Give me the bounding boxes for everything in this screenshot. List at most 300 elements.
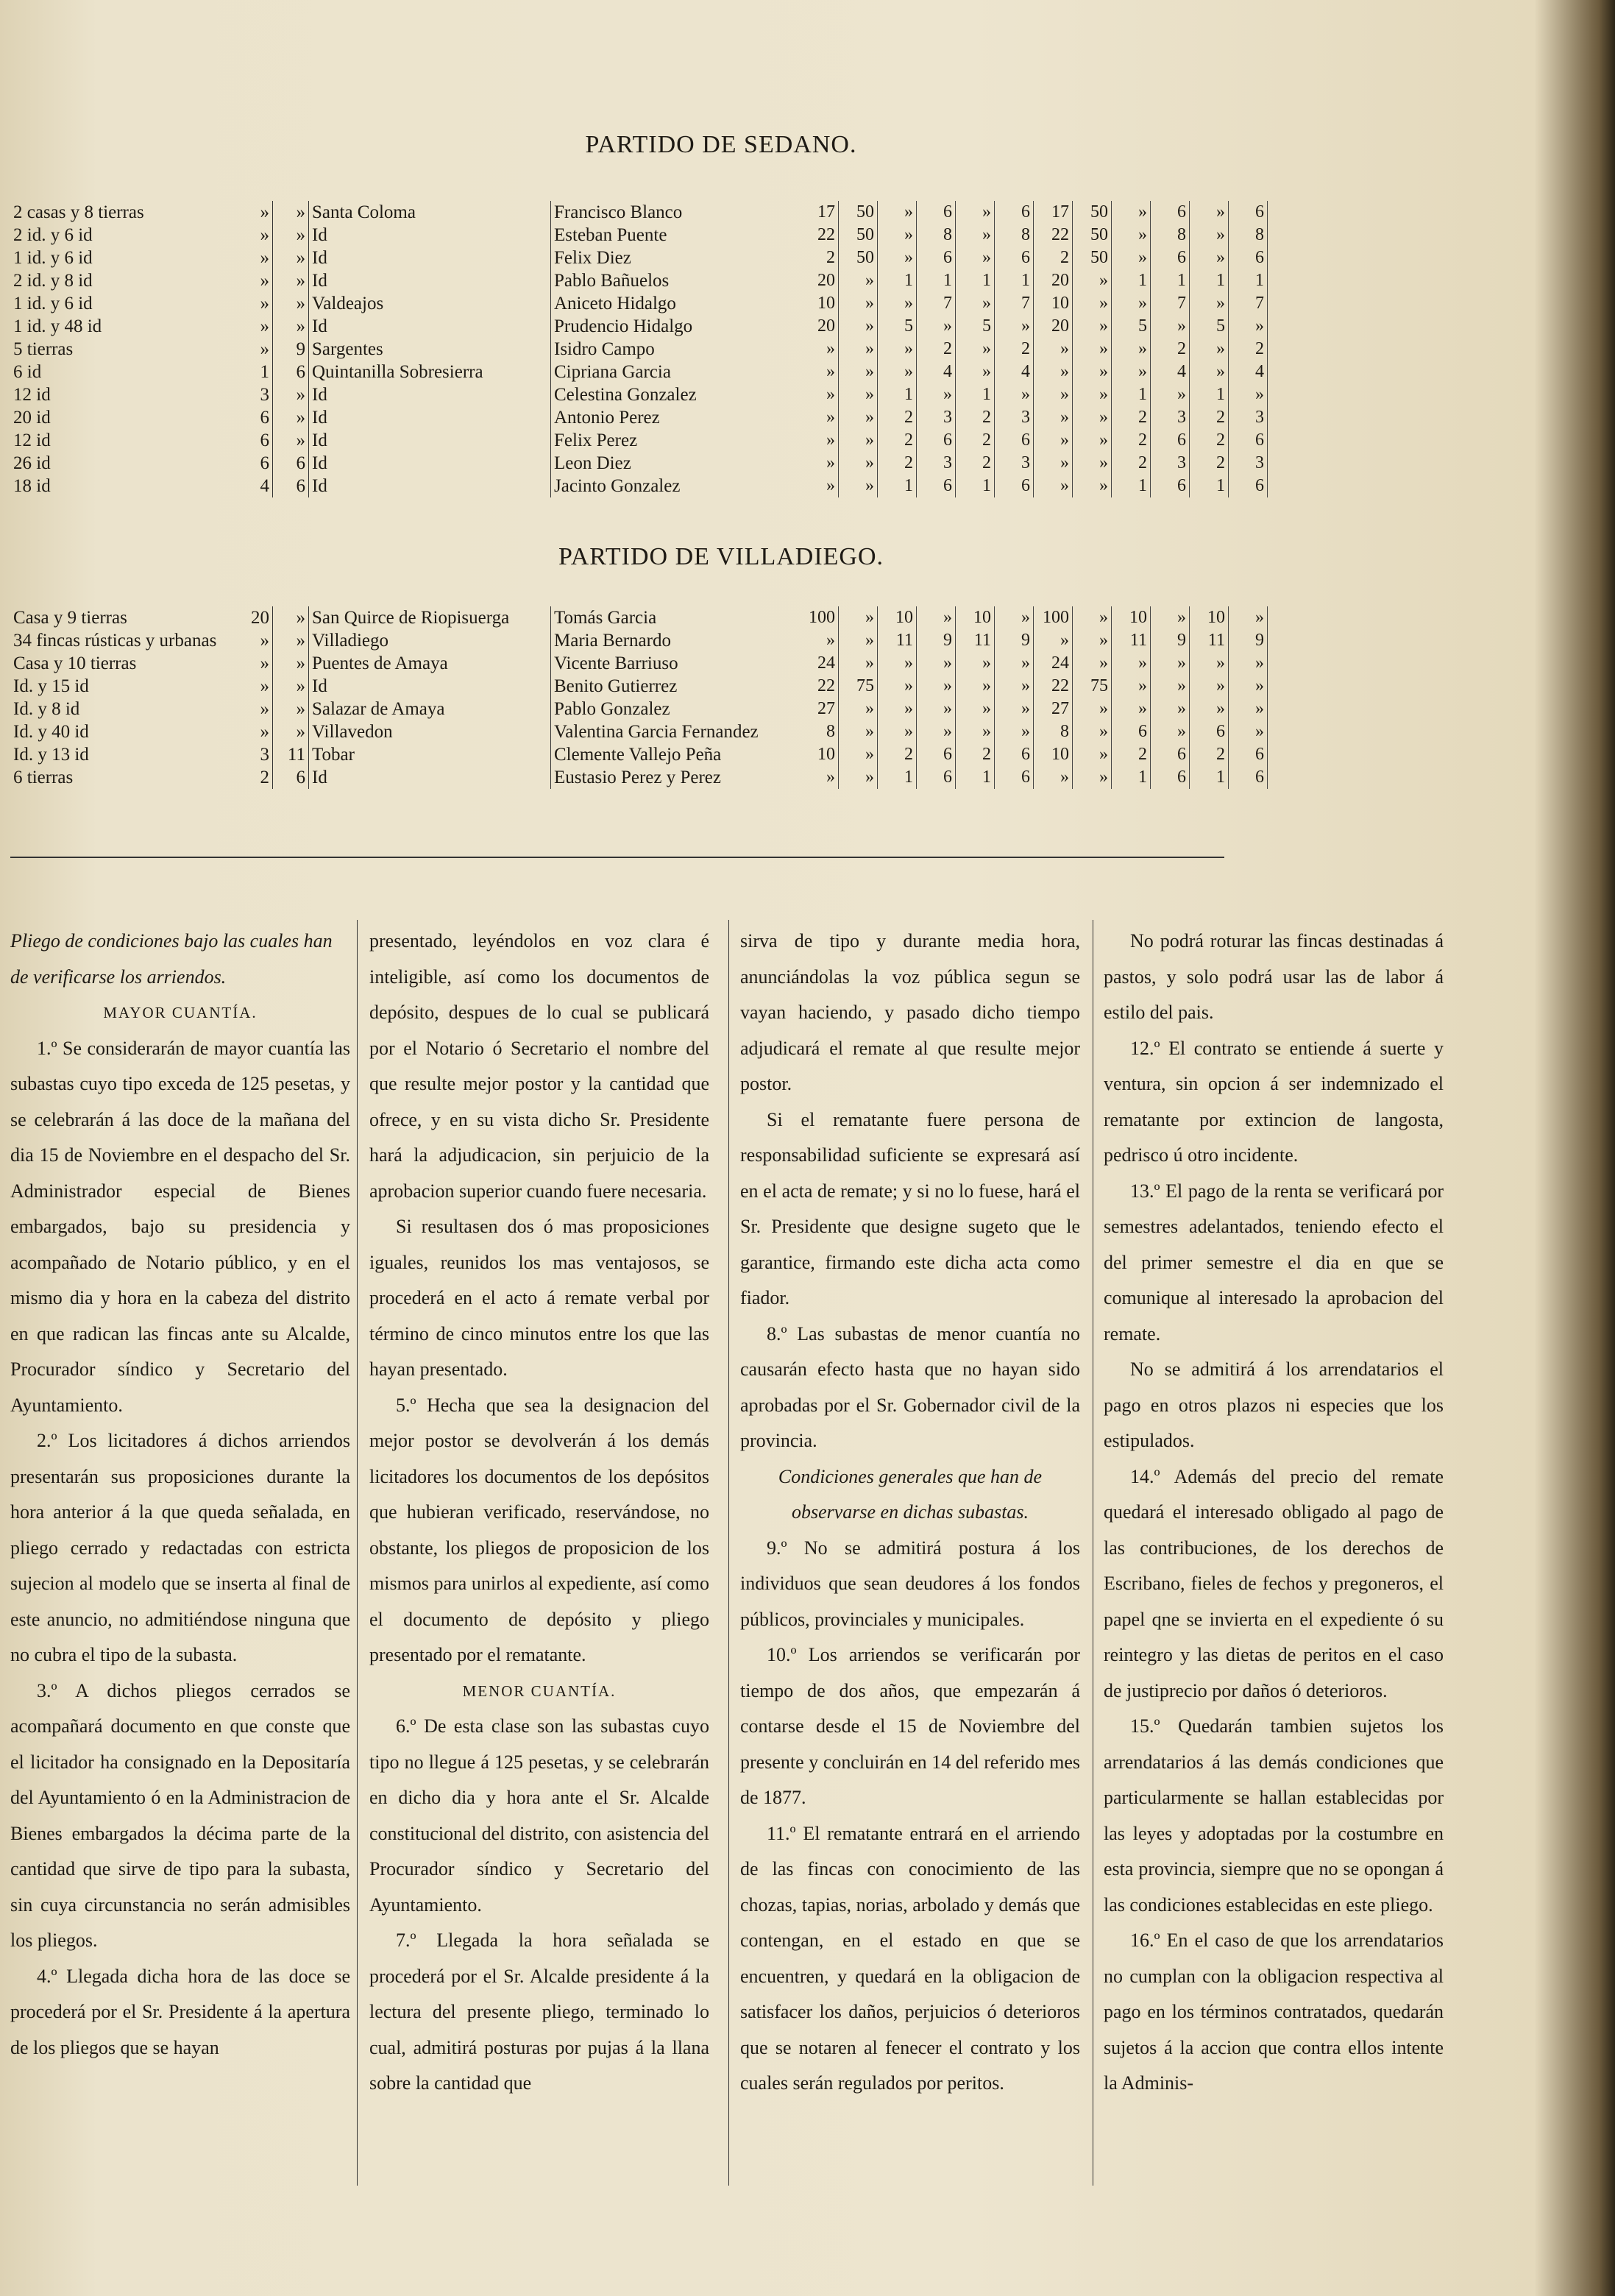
pliego-heading: Pliego de condiciones bajo las cuales han de verificarse los arriendos. [10,930,333,988]
value-cell: 50 [1073,224,1112,247]
value-cell: 4 [917,361,956,383]
clause-12: 12.º El contrato se entiende á suerte y ventura, sin opcion á ser indemnizado el rematante por extincion de langosta, pedrisco ú otro incidente. [1104,1037,1444,1166]
value-cell: » [1112,201,1151,224]
value-cell: » [1034,452,1073,475]
value-cell: 6 [917,743,956,766]
value-cell: 11 [878,629,917,652]
value-cell: 20 [1034,269,1073,292]
value-cell: » [1073,429,1112,452]
quantity-2: » [273,201,309,224]
value-cell: 1 [1190,475,1229,497]
value-cell: 6 [1151,475,1190,497]
value-cell: » [1112,698,1151,720]
value-cell: » [995,606,1034,629]
value-cell: » [917,698,956,720]
clause-4-b: Si resultasen dos ó mas proposiciones iguales, reunidos los mas ventajosos, se procederá en el acto á remate verbal por término de cinco minutos entre los que las hayan presentado. [369,1216,709,1380]
value-cell: » [1190,247,1229,269]
value-cell: » [878,224,917,247]
value-cell: » [839,269,878,292]
quantity-1: » [237,315,273,338]
value-cell: » [878,292,917,315]
value-cell: 6 [1151,766,1190,789]
value-cell: 10 [878,606,917,629]
value-cell: 2 [956,429,995,452]
value-cell: 3 [1151,406,1190,429]
value-cell: » [839,652,878,675]
town-name: Id [312,768,327,787]
value-cell: » [956,247,995,269]
quantity-2: » [273,606,309,629]
value-cell: 8 [995,224,1034,247]
town-name: Id [312,271,327,291]
value-cell: 10 [956,606,995,629]
property-description: 34 fincas rústicas y urbanas [13,631,217,651]
value-cell: » [1151,675,1190,698]
value-cell: » [800,452,839,475]
property-description: 1 id. y 6 id [13,294,93,313]
town-name: Villadiego [312,631,389,651]
value-cell: » [878,698,917,720]
town-name: Id [312,385,327,405]
value-cell: » [1073,720,1112,743]
property-description: 12 id [13,431,51,450]
town-name: Salazar de Amaya [312,699,445,719]
value-cell: 1 [1112,383,1151,406]
clause-10: 10.º Los arriendos se verificarán por tiempo de dos años, que empezarán á contarse desde el 15 de Noviembre del presente y concluirán en 14 del referido mes de 1877. [740,1644,1080,1808]
value-cell: 2 [1034,247,1073,269]
value-cell: 6 [1229,247,1268,269]
town-name: Santa Coloma [312,202,416,222]
quantity-1: » [237,292,273,315]
value-cell: 4 [1151,361,1190,383]
value-cell: » [956,652,995,675]
value-cell: 2 [1190,429,1229,452]
value-cell: » [956,698,995,720]
value-cell: 50 [1073,201,1112,224]
value-cell: » [800,361,839,383]
value-cell: 6 [1151,429,1190,452]
town-name: Id [312,316,327,336]
quantity-1: » [237,720,273,743]
quantity-2: » [273,315,309,338]
value-cell: 20 [800,315,839,338]
quantity-2: 6 [273,452,309,475]
quantity-2: » [273,698,309,720]
value-cell: » [1073,698,1112,720]
value-cell: 11 [1190,629,1229,652]
value-cell: 2 [1190,452,1229,475]
town-name: Id [312,408,327,428]
clause-13-b: No se admitirá á los arrendatarios el pago en otros plazos ni especies que los estipulados. [1104,1358,1444,1451]
value-cell: » [995,652,1034,675]
value-cell: 1 [1190,269,1229,292]
value-cell: » [1190,361,1229,383]
value-cell: 2 [917,338,956,361]
value-cell: » [1073,475,1112,497]
tenant-name: Jacinto Gonzalez [551,475,801,497]
value-cell: 2 [1229,338,1268,361]
section-rule [10,857,1224,858]
value-cell: » [839,698,878,720]
value-cell: » [1112,338,1151,361]
value-cell: » [1073,383,1112,406]
property-description: Id. y 8 id [13,699,80,719]
value-cell: 9 [995,629,1034,652]
value-cell: » [1034,766,1073,789]
value-cell: » [956,361,995,383]
quantity-2: 9 [273,338,309,361]
property-description: Casa y 9 tierras [13,608,127,628]
quantity-1: 6 [237,452,273,475]
value-cell: » [1151,383,1190,406]
tenant-name: Aniceto Hidalgo [551,292,801,315]
value-cell: 27 [800,698,839,720]
clause-7: 7.º Llegada la hora señalada se procederá por el Sr. Alcalde presidente á la lectura del presente pliego, terminado lo cual, admitirá posturas por pujas á la llana sobre la cantidad que [369,1930,709,2094]
value-cell: 75 [1073,675,1112,698]
clause-7-b: Si el rematante fuere persona de responsabilidad suficiente se expresará así en el acta de remate; y si no lo fuese, hará el Sr. Presidente que designe sugeto que le garantice, firmando este dicha acta como fiador. [740,1108,1080,1308]
value-cell: » [1073,315,1112,338]
tenant-name: Vicente Barriuso [551,652,801,675]
value-cell: » [1073,743,1112,766]
value-cell: 2 [878,429,917,452]
value-cell: 8 [800,720,839,743]
table-row [10,606,1268,629]
value-cell: » [839,429,878,452]
value-cell: 1 [878,475,917,497]
value-cell: 50 [839,247,878,269]
value-cell: » [995,698,1034,720]
value-cell: 22 [1034,224,1073,247]
value-cell: 3 [1229,406,1268,429]
value-cell: » [800,429,839,452]
column-rule [728,920,729,2186]
tenant-name: Tomás Garcia [551,606,801,629]
table-row [10,429,1268,452]
value-cell: » [839,766,878,789]
tenant-name: Francisco Blanco [551,201,801,224]
value-cell: » [839,338,878,361]
clause-1: 1.º Se considerarán de mayor cuantía las subastas cuyo tipo exceda de 125 pesetas, y se celebrarán á las doce de la mañana del dia 15 de Noviembre en el despacho del Sr. Administrador especial de Bienes embargados, bajo su presidencia y acompañado de Notario público, y en el mismo dia y hora en la cabeza del distrito en que radican las fincas ante su Alcalde, Procurador síndico y Secretario del Ayuntamiento. [10,1037,350,1416]
value-cell: » [1229,383,1268,406]
value-cell: » [839,406,878,429]
value-cell: » [800,475,839,497]
property-description: 6 id [13,362,42,382]
value-cell: » [1034,338,1073,361]
clause-15: 15.º Quedarán tambien sujetos los arrendatarios á las demás condiciones que particularmente se hallan establecidas por las leyes y adoptadas por la costumbre en esta provincia, siempre que no se opongan á las condiciones establecidas en este pliego. [1104,1715,1444,1916]
value-cell: » [1190,338,1229,361]
value-cell: 2 [1190,406,1229,429]
quantity-2: 6 [273,361,309,383]
table-row [10,315,1268,338]
value-cell: » [1229,315,1268,338]
table-row [10,720,1268,743]
value-cell: » [1190,292,1229,315]
value-cell: 24 [1034,652,1073,675]
value-cell: » [956,292,995,315]
value-cell: 6 [995,766,1034,789]
clause-4: 4.º Llegada dicha hora de las doce se procederá por el Sr. Presidente á la apertura de los pliegos que se hayan [10,1965,350,2058]
tenant-name: Clemente Vallejo Peña [551,743,801,766]
property-description: 5 tierras [13,339,74,359]
value-cell: » [800,406,839,429]
value-cell: 6 [1112,720,1151,743]
value-cell: 6 [1229,429,1268,452]
value-cell: 1 [956,383,995,406]
value-cell: 20 [800,269,839,292]
tenant-name: Celestina Gonzalez [551,383,801,406]
value-cell: 8 [1151,224,1190,247]
clause-8: 8.º Las subastas de menor cuantía no causarán efecto hasta que no hayan sido aprobadas por el Sr. Gobernador civil de la provincia. [740,1322,1080,1451]
quantity-2: » [273,629,309,652]
value-cell: » [1073,406,1112,429]
value-cell: 5 [878,315,917,338]
value-cell: 17 [1034,201,1073,224]
value-cell: » [1229,652,1268,675]
value-cell: » [1151,720,1190,743]
tenant-name: Felix Diez [551,247,801,269]
condiciones-heading: Condiciones generales que han de observarse en dichas subastas. [778,1465,1043,1523]
value-cell: 100 [800,606,839,629]
value-cell: 100 [1034,606,1073,629]
property-description: 26 id [13,453,51,473]
value-cell: » [1034,406,1073,429]
quantity-1: 20 [237,606,273,629]
quantity-2: » [273,292,309,315]
value-cell: 7 [1229,292,1268,315]
quantity-2: » [273,675,309,698]
value-cell: » [956,675,995,698]
value-cell: » [1112,361,1151,383]
value-cell: » [1190,698,1229,720]
quantity-2: » [273,383,309,406]
value-cell: 2 [956,406,995,429]
value-cell: 11 [956,629,995,652]
value-cell: » [839,452,878,475]
table-row [10,383,1268,406]
property-description: Casa y 10 tierras [13,653,137,673]
value-cell: 9 [917,629,956,652]
value-cell: 2 [878,406,917,429]
value-cell: 6 [995,247,1034,269]
property-description: 18 id [13,476,51,496]
clause-16: 16.º En el caso de que los arrendatarios no cumplan con la obligacion respectiva al pago en los términos contratados, quedarán sujetos á la accion que contra ellos intente la Adminis- [1104,1930,1444,2094]
value-cell: » [800,629,839,652]
property-description: 6 tierras [13,768,74,787]
table-row [10,224,1268,247]
quantity-1: 1 [237,361,273,383]
value-cell: » [917,675,956,698]
value-cell: » [917,315,956,338]
value-cell: 6 [917,475,956,497]
value-cell: 1 [956,766,995,789]
column-2 [369,924,709,2102]
value-cell: 2 [1112,452,1151,475]
value-cell: 10 [1034,743,1073,766]
value-cell: 22 [800,224,839,247]
value-cell: 6 [1151,743,1190,766]
value-cell: 1 [1112,475,1151,497]
table-row [10,361,1268,383]
table-row [10,452,1268,475]
value-cell: 3 [1151,452,1190,475]
town-name: Tobar [312,745,355,765]
value-cell: 2 [1112,406,1151,429]
table-row [10,201,1268,224]
property-description: Id. y 15 id [13,676,89,696]
table-row [10,292,1268,315]
quantity-1: 3 [237,383,273,406]
value-cell: 2 [1190,743,1229,766]
value-cell: 6 [995,743,1034,766]
value-cell: » [839,315,878,338]
value-cell: » [878,338,917,361]
value-cell: » [1190,652,1229,675]
value-cell: » [1190,201,1229,224]
tenant-name: Maria Bernardo [551,629,801,652]
value-cell: 8 [1229,224,1268,247]
table-row [10,675,1268,698]
property-description: 12 id [13,385,51,405]
value-cell: 10 [800,743,839,766]
value-cell: » [917,652,956,675]
quantity-2: 11 [273,743,309,766]
quantity-1: 4 [237,475,273,497]
value-cell: 7 [995,292,1034,315]
value-cell: » [1034,629,1073,652]
value-cell: 75 [839,675,878,698]
tenant-name: Valentina Garcia Fernandez [551,720,801,743]
property-description: 2 id. y 6 id [13,225,93,245]
property-description: 2 casas y 8 tierras [13,202,144,222]
value-cell: » [839,720,878,743]
value-cell: 11 [1112,629,1151,652]
quantity-1: » [237,338,273,361]
value-cell: » [839,361,878,383]
value-cell: » [1073,629,1112,652]
value-cell: » [1112,652,1151,675]
value-cell: 2 [956,743,995,766]
value-cell: 24 [800,652,839,675]
sedano-table [10,201,1268,497]
quantity-1: » [237,224,273,247]
value-cell: 4 [1229,361,1268,383]
value-cell: » [1151,652,1190,675]
value-cell: 1 [878,766,917,789]
value-cell: » [1073,338,1112,361]
value-cell: 50 [839,201,878,224]
value-cell: » [1073,361,1112,383]
value-cell: » [1151,315,1190,338]
value-cell: » [839,743,878,766]
value-cell: » [800,766,839,789]
column-rule [357,920,358,2186]
value-cell: 6 [1151,247,1190,269]
value-cell: » [1112,224,1151,247]
quantity-1: » [237,247,273,269]
value-cell: » [1073,269,1112,292]
tenant-name: Pablo Bañuelos [551,269,801,292]
value-cell: » [1112,247,1151,269]
town-name: Villavedon [312,722,393,742]
value-cell: 6 [917,247,956,269]
quantity-1: 6 [237,406,273,429]
quantity-1: » [237,629,273,652]
value-cell: 9 [1151,629,1190,652]
clause-2: 2.º Los licitadores á dichos arriendos presentarán sus proposiciones durante la hora anterior á la que queda señalada, en pliego cerrado y redactadas con estricta sujecion al modelo que se inserta al final de este anuncio, no admitiéndose ninguna que no cubra el tipo de la subasta. [10,1430,350,1665]
value-cell: » [995,720,1034,743]
value-cell: » [1073,766,1112,789]
table-row [10,766,1268,789]
column-4 [1104,924,1444,2102]
clause-11-b: No podrá roturar las fincas destinadas á pastos, y solo podrá usar las de labor á estilo del pais. [1104,930,1444,1023]
quantity-1: » [237,652,273,675]
value-cell: 6 [1229,743,1268,766]
value-cell: 1 [1112,269,1151,292]
town-name: Valdeajos [312,294,384,313]
value-cell: » [839,475,878,497]
tenant-name: Pablo Gonzalez [551,698,801,720]
value-cell: 2 [800,247,839,269]
tenant-name: Isidro Campo [551,338,801,361]
value-cell: 6 [1190,720,1229,743]
town-name: Id [312,476,327,496]
town-name: Quintanilla Sobresierra [312,362,483,382]
value-cell: 3 [995,406,1034,429]
value-cell: 2 [995,338,1034,361]
quantity-2: » [273,224,309,247]
value-cell: » [1112,675,1151,698]
value-cell: 6 [917,201,956,224]
value-cell: 5 [1190,315,1229,338]
quantity-2: » [273,720,309,743]
value-cell: » [1190,675,1229,698]
value-cell: » [956,201,995,224]
clause-7-cont: sirva de tipo y durante media hora, anunciándolas la voz pública segun se vayan haciendo, y pasado dicho tiempo adjudicará el remate al que resulte mejor postor. [740,930,1080,1094]
value-cell: » [1073,652,1112,675]
value-cell: 22 [1034,675,1073,698]
table-row [10,475,1268,497]
clause-13: 13.º El pago de la renta se verificará por semestres adelantados, teniendo efecto el del primer semestre el dia en que se comunique al interesado la aprobacion del remate. [1104,1180,1444,1344]
quantity-1: 2 [237,766,273,789]
quantity-2: » [273,652,309,675]
value-cell: 3 [995,452,1034,475]
town-name: Id [312,225,327,245]
value-cell: » [956,224,995,247]
sedano-title: PARTIDO DE SEDANO. [585,131,857,158]
clause-5: 5.º Hecha que sea la designacion del mejor postor se devolverán á los demás licitadores los documentos de los depósitos que hubieran verificado, reservándose, no obstante, los pliegos de proposicion de los mismos para unirlos al expediente, así como el documento de depósito y pliego presentado por el rematante. [369,1394,709,1665]
value-cell: » [1151,698,1190,720]
value-cell: » [839,606,878,629]
value-cell: 6 [1229,475,1268,497]
value-cell: » [1034,361,1073,383]
value-cell: 3 [1229,452,1268,475]
value-cell: » [956,338,995,361]
villadiego-table [10,606,1268,789]
value-cell: » [839,629,878,652]
value-cell: 2 [1112,429,1151,452]
menor-cuantia-heading: MENOR CUANTÍA. [462,1682,617,1700]
clause-14: 14.º Además del precio del remate quedará el interesado obligado al pago de las contribuciones, de los derechos de Escribano, fieles de fechos y pregoneros, el papel qne se invierta en el expediente ó su reintegro y las dietas de peritos en el caso de justiprecio por daños ó deterioros. [1104,1465,1444,1701]
value-cell: 1 [1229,269,1268,292]
value-cell: » [1229,698,1268,720]
quantity-1: » [237,201,273,224]
tenant-name: Felix Perez [551,429,801,452]
value-cell: » [995,315,1034,338]
table-row [10,698,1268,720]
value-cell: 27 [1034,698,1073,720]
clause-9: 9.º No se admitirá postura á los individuos que sean deudores á los fondos públicos, provinciales y municipales. [740,1537,1080,1630]
table-row [10,269,1268,292]
